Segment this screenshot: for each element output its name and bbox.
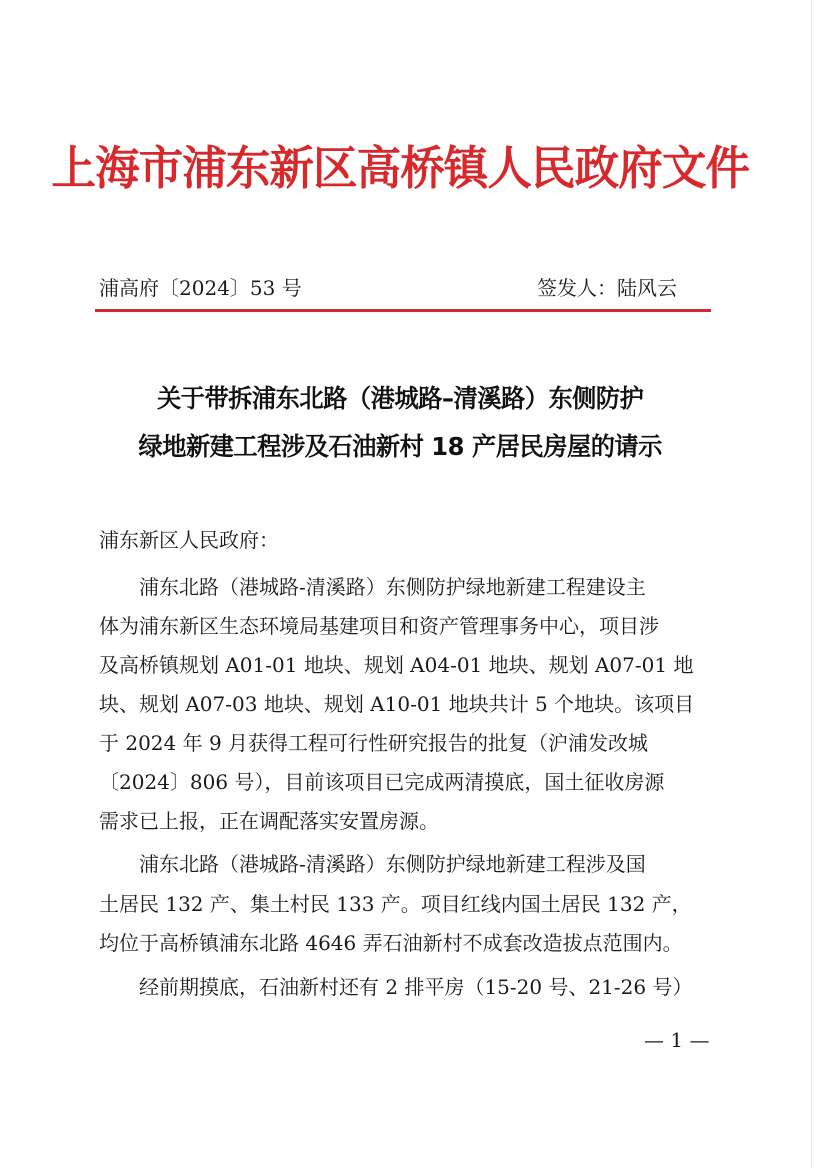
page-edge-line (811, 0, 812, 1168)
subject-line-2: 绿地新建工程涉及石油新村 18 产居民房屋的请示 (138, 432, 662, 461)
document-number: 浦高府〔2024〕53 号 (99, 276, 302, 300)
body-line-10: 均位于高桥镇浦东北路 4646 弄石油新村不成套改造拔点范围内。 (99, 931, 683, 955)
signer: 签发人：陆风云 (537, 276, 677, 300)
body-line-8: 浦东北路（港城路-清溪路）东侧防护绿地新建工程涉及国 (139, 852, 646, 876)
addressee: 浦东新区人民政府： (99, 528, 279, 552)
body-line-5: 于 2024 年 9 月获得工程可行性研究报告的批复（沪浦发改城 (99, 731, 649, 755)
body-line-6: 〔2024〕806 号），目前该项目已完成两清摸底，国土征收房源 (99, 770, 665, 794)
issuer-header-title: 上海市浦东新区高桥镇人民政府文件 (51, 141, 750, 195)
body-line-1: 浦东北路（港城路-清溪路）东侧防护绿地新建工程建设主 (139, 575, 646, 599)
body-line-9: 土居民 132 产、集土村民 133 产。项目红线内国土居民 132 产， (99, 892, 692, 916)
subject-line-1: 关于带拆浦东北路（港城路–清溪路）东侧防护 (156, 384, 644, 413)
document-subject (0, 375, 826, 471)
body-line-7: 需求已上报，正在调配落实安置房源。 (99, 809, 439, 833)
body-line-11: 经前期摸底，石油新村还有 2 排平房（15-20 号、21-26 号） (139, 975, 693, 999)
page-number: — 1 — (644, 1028, 710, 1052)
body-line-2: 体为浦东新区生态环境局基建项目和资产管理事务中心，项目涉 (99, 614, 659, 638)
red-separator-line (95, 309, 711, 312)
body-line-4: 块、规划 A07-03 地块、规划 A10-01 地块共计 5 个地块。该项目 (99, 692, 695, 716)
body-line-3: 及高桥镇规划 A01-01 地块、规划 A04-01 地块、规划 A07-01 地 (99, 653, 694, 677)
